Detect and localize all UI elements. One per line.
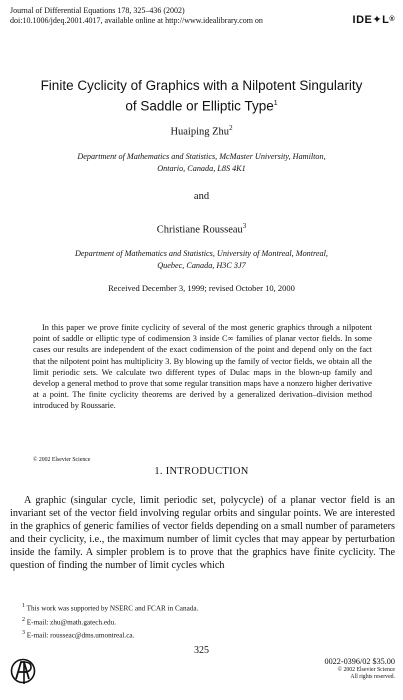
author-name: Huaiping Zhu$^2$ (170, 124, 233, 138)
author-name: Christiane Rousseau$^3$ (156, 222, 247, 236)
author-footnote-mark: 2 (229, 124, 233, 132)
received-dates: Received December 3, 1999; revised October 10, 2000 (108, 283, 295, 293)
journal-doi: doi:10.1006/jdeq.2001.4017, available online at http://www.idealibrary.com on (10, 16, 263, 25)
author-affiliation: Department of Mathematics and Statistics, McMaster University, Hamilton, Ontario, Canada, L8S 4K1 (77, 152, 326, 173)
journal-header (10, 6, 395, 26)
abstract-copyright: © 2002 Elsevier Science (33, 457, 91, 463)
body-paragraph: A graphic (singular cycle, limit periodic set, polycycle) of a planar vector field is an invariant set of the vector field involving regular orbits and singular points. We are interested in the graphics of generic families of vector fields depending on a small number of parameters and their cyclicity, i.e., the maximum number of limit cycles that may appear by perturbation inside the family. A simpler problem is to prove that the graphics have finite cyclicity. The question of finding the number of limit cycles which (10, 495, 395, 572)
footnote: $^3$ E-mail: rousseac@dms.umontreal.ca. (22, 630, 135, 640)
publisher-copyright: © 2002 Elsevier Science (337, 667, 395, 673)
title-line-1: Finite Cyclicity of Graphics with a Nilpotent Singularity (40, 78, 363, 93)
title-footnote-mark: 1 (273, 100, 278, 107)
title-line-2: of Saddle or Elliptic Type$^1$ (125, 98, 278, 114)
ideal-logo: IDE✦L® (352, 14, 395, 26)
footnotes (22, 601, 198, 642)
academic-press-logo-icon (10, 654, 36, 688)
publication-info (324, 657, 395, 681)
issn-price: 0022-0396/02 $35.00 (324, 657, 395, 666)
abstract: In this paper we prove finite cyclicity of several of the most generic graphics through a nilpotent point of saddle or elliptic type of codimension 3 inside C∞ families of planar vector fields. In some cases our results are independent of the exact codimension of the point and depend only on the fact that the nilpotent point has multiplicity 3. By blowing up the family of vector fields, we obtain all the limit periodic sets. We calculate two different types of Dulac maps in the blown-up family and develop a general method to prove that some regular transition maps have a nonzero higher derivative at a point. The finite cyclicity theorems are derived by a generalized derivation–division method introduced by Roussarie. (33, 323, 372, 411)
section-heading: 1. INTRODUCTION (154, 466, 249, 477)
paper-title (10, 77, 393, 116)
journal-citation: Journal of Differential Equations 178, 325–436 (2002) (10, 6, 185, 15)
rights-reserved: All rights reserved. (350, 674, 395, 680)
logo-swirl-icon: ✦ (372, 14, 383, 26)
author-separator: and (193, 191, 210, 202)
author-affiliation: Department of Mathematics and Statistics, University of Montreal, Montreal, Quebec, Canada, H3C 3J7 (75, 249, 328, 270)
footnote: $^1$ This work was supported by NSERC and FCAR in Canada. (22, 603, 199, 613)
author-footnote-mark: 3 (242, 222, 247, 230)
page-number: 325 (194, 645, 209, 656)
footnote: $^2$ E-mail: zhu@math.gatech.edu. (22, 616, 117, 627)
